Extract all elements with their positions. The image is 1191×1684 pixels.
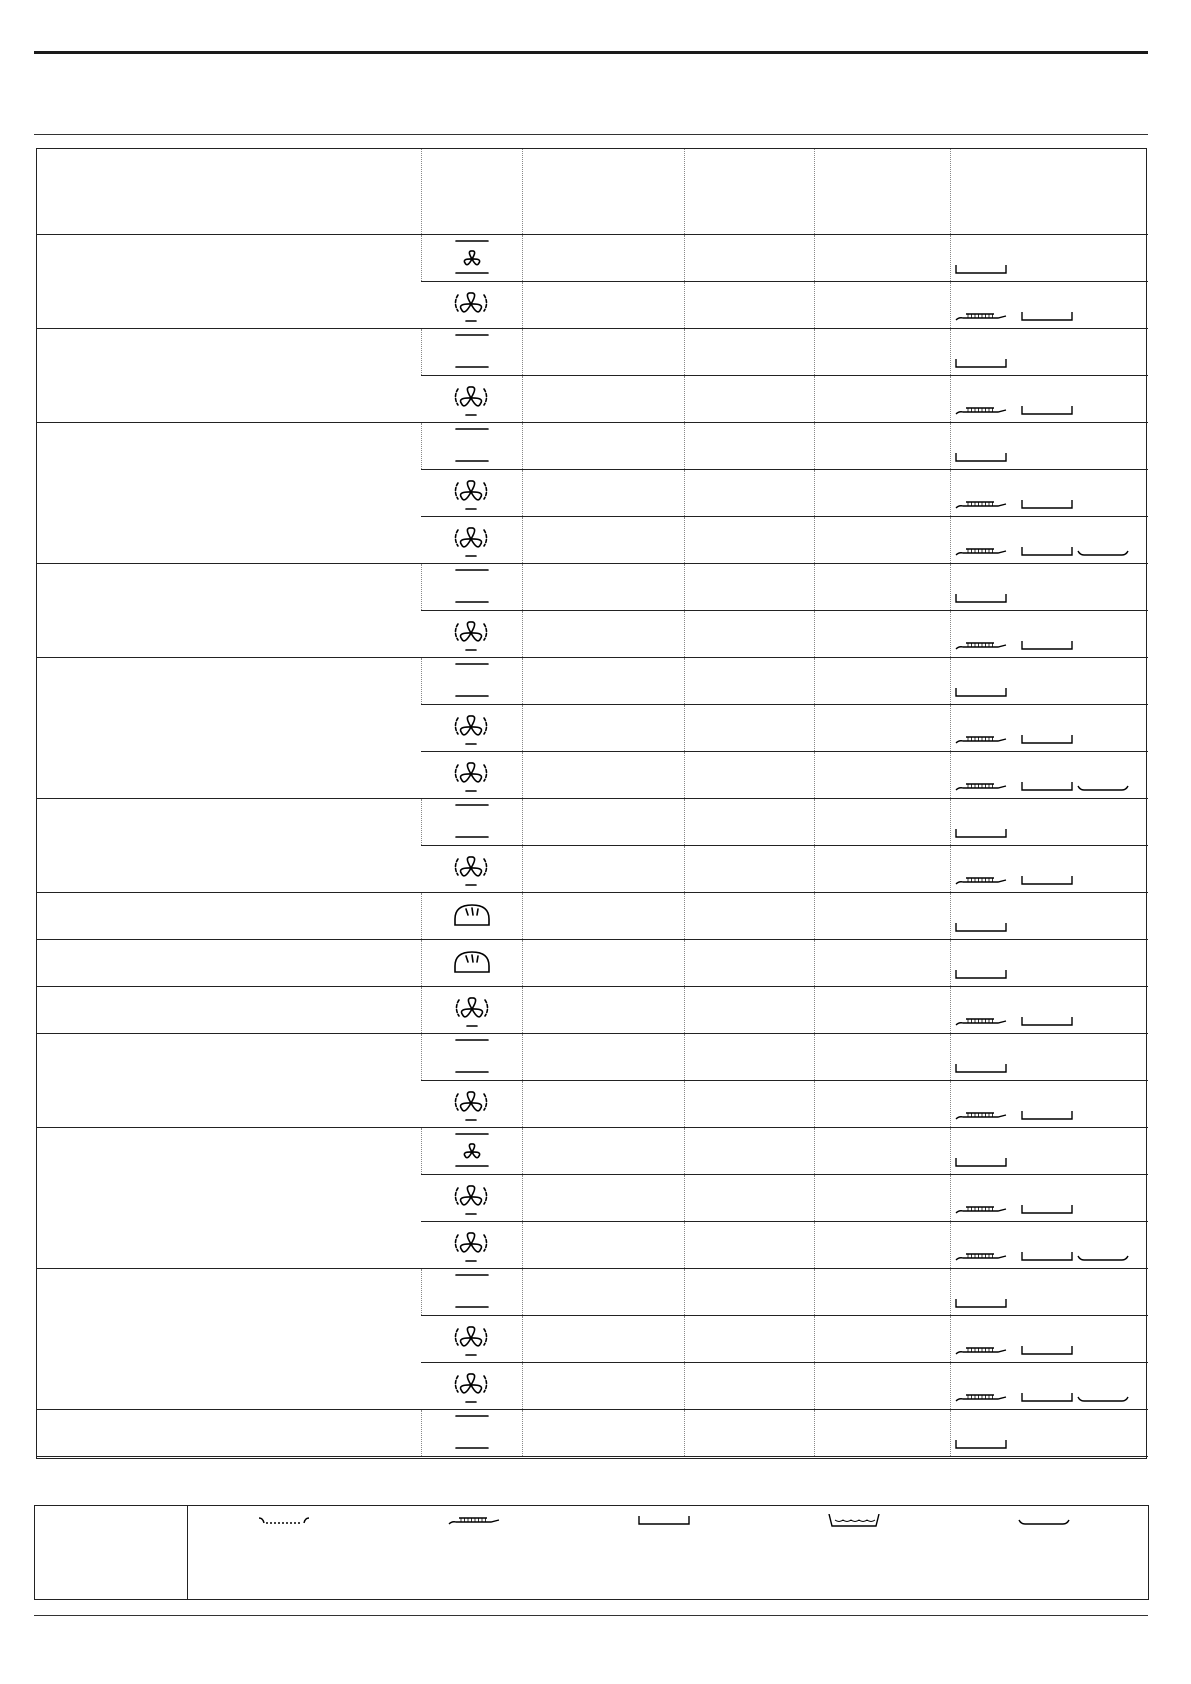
temp-cell [522,658,684,705]
hot-air-icon [451,1177,491,1217]
hot-air-icon [451,707,491,747]
accessory-cell [950,235,1148,282]
top-bottom-heat-icon [452,566,492,606]
accessory-icons [955,968,1145,982]
mode-cell [421,1222,522,1269]
level-cell [684,564,814,611]
temp-cell [522,1128,684,1175]
level-cell [684,329,814,376]
accessory-cell [950,329,1148,376]
temp-cell [522,1081,684,1128]
accessory-cell [950,376,1148,423]
table-row [36,329,1148,376]
level-cell [684,1128,814,1175]
baking-tray-icon [1022,1393,1072,1401]
accessory-cell [950,1363,1148,1410]
dish-cell [36,893,421,940]
temp-cell [522,1269,684,1316]
time-cell [814,1081,950,1128]
top-bottom-heat-icon [452,1412,492,1452]
table-row [36,1269,1148,1316]
time-cell [814,799,950,846]
accessory-cell [950,987,1148,1034]
accessory-icons [955,1297,1145,1311]
table-row [36,799,1148,846]
header-rule [34,134,1148,135]
dish-cell [36,564,421,658]
level-cell [684,423,814,470]
level-cell [684,1081,814,1128]
accessory-cell [950,470,1148,517]
mode-cell [421,423,522,470]
dish-cell [36,799,421,893]
time-cell [814,423,950,470]
baking-tray-icon [956,1299,1006,1307]
grid-shelf-icon [956,643,1006,649]
accessory-icons [955,310,1145,324]
accessory-icons [955,1203,1145,1217]
mode-cell [421,470,522,517]
top-bottom-heat-icon [452,1271,492,1311]
dish-cell [36,940,421,987]
accessory-icons [955,498,1145,512]
time-cell [814,235,950,282]
time-cell [814,470,950,517]
accessory-cell [950,705,1148,752]
accessory-cell [950,1128,1148,1175]
dish-cell [36,1269,421,1410]
level-cell [684,282,814,329]
time-cell [814,1128,950,1175]
accessory-cell [950,423,1148,470]
hot-air-icon [451,754,491,794]
top-rule [34,51,1148,54]
table-header-row [36,148,1148,235]
hot-air-icon [452,989,492,1029]
time-cell [814,564,950,611]
level-cell [684,846,814,893]
baking-tray-icon [956,1158,1006,1166]
grid-shelf-icon [445,1514,505,1530]
dish-cell [36,235,421,329]
table-row [36,1410,1148,1457]
accessory-icons [955,733,1145,747]
time-cell [814,329,950,376]
table-row [36,423,1148,470]
hot-air-icon [451,613,491,653]
level-cell [684,1410,814,1457]
dish-cell [36,423,421,564]
level-cell [684,611,814,658]
top-bottom-heat-icon [452,801,492,841]
hot-air-icon [451,848,491,888]
temp-cell [522,1316,684,1363]
shallow-tray-icon [1078,1256,1128,1260]
baking-tray-icon [956,1064,1006,1072]
grid-shelf-icon [956,1348,1006,1354]
time-cell [814,752,950,799]
grid-shelf-icon [956,1254,1006,1260]
mode-cell [421,987,522,1034]
baking-tray-icon [956,453,1006,461]
baking-tray-icon [956,923,1006,931]
baking-tray-icon [1022,1205,1072,1213]
accessory-cell [950,1222,1148,1269]
legend-label-cell [35,1506,188,1599]
mode-cell [421,705,522,752]
baking-tray-icon [1022,641,1072,649]
accessory-icons [955,1344,1145,1358]
hot-air-icon [451,1224,491,1264]
temp-cell [522,282,684,329]
bread-icon [452,895,492,935]
baking-tray-icon [956,970,1006,978]
header-temp-cell [522,148,684,235]
shallow-tray-icon [1015,1514,1075,1530]
mode-cell [421,846,522,893]
grid-shelf-icon [956,1395,1006,1401]
hot-air-icon [451,519,491,559]
temp-cell [522,1175,684,1222]
accessory-cell [950,893,1148,940]
mode-cell [421,611,522,658]
baking-tray-icon [635,1514,695,1530]
shallow-tray-icon [1078,786,1128,790]
time-cell [814,846,950,893]
temp-cell [522,846,684,893]
grid-shelf-icon [956,314,1006,320]
accessory-icons [955,263,1145,277]
temp-cell [522,940,684,987]
accessory-icons [955,874,1145,888]
accessory-cell [950,1410,1148,1457]
hot-air-icon [451,1083,491,1123]
top-bottom-fan-icon [452,237,492,277]
mode-cell [421,752,522,799]
temp-cell [522,705,684,752]
level-cell [684,799,814,846]
time-cell [814,987,950,1034]
time-cell [814,940,950,987]
accessory-icons [955,1391,1145,1405]
time-cell [814,1175,950,1222]
level-cell [684,658,814,705]
accessory-cell [950,846,1148,893]
mode-cell [421,940,522,987]
accessory-icons [955,592,1145,606]
hot-air-icon [451,378,491,418]
accessory-icons [955,1156,1145,1170]
accessory-icons [955,545,1145,559]
top-bottom-heat-icon [452,660,492,700]
time-cell [814,1363,950,1410]
accessory-icons [955,1109,1145,1123]
grid-shelf-icon [956,878,1006,884]
mode-cell [421,376,522,423]
baking-tray-icon [956,1440,1006,1448]
time-cell [814,658,950,705]
grid-shelf-icon [956,1113,1006,1119]
accessory-icons [955,451,1145,465]
table-row [36,1034,1148,1081]
temp-cell [522,564,684,611]
grid-shelf-icon [956,1207,1006,1213]
temp-cell [522,987,684,1034]
accessory-icons [955,1438,1145,1452]
bottom-rule [34,1615,1148,1616]
dish-cell [36,1410,421,1457]
accessory-legend [34,1505,1149,1600]
time-cell [814,376,950,423]
baking-tray-icon [956,688,1006,696]
mode-cell [421,329,522,376]
top-bottom-heat-icon [452,1036,492,1076]
top-bottom-heat-icon [452,331,492,371]
level-cell [684,705,814,752]
level-cell [684,1175,814,1222]
mode-cell [421,1316,522,1363]
accessory-icons [955,921,1145,935]
grid-shelf-icon [956,737,1006,743]
temp-cell [522,329,684,376]
accessory-icons [955,639,1145,653]
baking-tray-icon [1022,1111,1072,1119]
header-dish-cell [36,148,421,235]
level-cell [684,1269,814,1316]
level-cell [684,1316,814,1363]
baking-tray-icon [1022,406,1072,414]
dish-cell [36,658,421,799]
temp-cell [522,893,684,940]
mode-cell [421,658,522,705]
shallow-tray-icon [1078,1397,1128,1401]
baking-tray-icon [1022,735,1072,743]
grid-shelf-icon [956,549,1006,555]
accessory-icons [955,780,1145,794]
baking-tray-icon [1022,782,1072,790]
time-cell [814,517,950,564]
level-cell [684,987,814,1034]
accessory-cell [950,1034,1148,1081]
dish-cell [36,987,421,1034]
level-cell [684,752,814,799]
baking-tray-icon [1022,500,1072,508]
grid-shelf-icon [956,502,1006,508]
roasting-pan-icon [825,1514,885,1530]
temp-cell [522,799,684,846]
accessory-cell [950,282,1148,329]
grid-shelf-icon [956,784,1006,790]
level-cell [684,376,814,423]
temp-cell [522,376,684,423]
table-row [36,940,1148,987]
mode-cell [421,282,522,329]
dish-cell [36,1128,421,1269]
level-cell [684,517,814,564]
accessory-cell [950,1081,1148,1128]
level-cell [684,235,814,282]
mode-cell [421,1363,522,1410]
level-cell [684,1034,814,1081]
time-cell [814,1034,950,1081]
mode-cell [421,1175,522,1222]
accessory-cell [950,1316,1148,1363]
accessory-cell [950,940,1148,987]
top-bottom-fan-icon [452,1130,492,1170]
accessory-cell [950,799,1148,846]
time-cell [814,1410,950,1457]
accessory-icons [955,1015,1145,1029]
table-row [36,235,1148,282]
temp-cell [522,470,684,517]
accessory-cell [950,611,1148,658]
mode-cell [421,1128,522,1175]
temp-cell [522,1222,684,1269]
time-cell [814,1316,950,1363]
accessory-icons [955,404,1145,418]
baking-table [36,148,1148,1457]
header-time-cell [814,148,950,235]
time-cell [814,1269,950,1316]
hot-air-icon [451,1318,491,1358]
temp-cell [522,1410,684,1457]
mode-cell [421,1269,522,1316]
bread-icon [452,942,492,982]
mode-cell [421,799,522,846]
baking-tray-icon [1022,1346,1072,1354]
accessory-cell [950,752,1148,799]
time-cell [814,1222,950,1269]
time-cell [814,705,950,752]
top-bottom-heat-icon [452,425,492,465]
accessory-cell [950,658,1148,705]
table-row [36,658,1148,705]
temp-cell [522,1034,684,1081]
baking-tray-icon [1022,1252,1072,1260]
mode-cell [421,1034,522,1081]
mode-cell [421,1410,522,1457]
shallow-tray-icon [1078,551,1128,555]
level-cell [684,1363,814,1410]
accessory-cell [950,1175,1148,1222]
temp-cell [522,752,684,799]
dish-cell [36,329,421,423]
mode-cell [421,893,522,940]
accessory-icons [955,357,1145,371]
temp-cell [522,611,684,658]
header-mode-cell [421,148,522,235]
table-row [36,987,1148,1034]
mode-cell [421,235,522,282]
accessory-cell [950,564,1148,611]
accessory-icons [955,1062,1145,1076]
accessory-cell [950,1269,1148,1316]
baking-tray-icon [956,265,1006,273]
level-cell [684,1222,814,1269]
baking-tray-icon [1022,1017,1072,1025]
table-row [36,893,1148,940]
baking-tray-icon [956,829,1006,837]
baking-tray-icon [1022,312,1072,320]
mode-cell [421,564,522,611]
temp-cell [522,423,684,470]
grid-shelf-icon [956,408,1006,414]
dish-cell [36,1034,421,1128]
hot-air-icon [451,472,491,512]
time-cell [814,282,950,329]
grid-shelf-icon [956,1019,1006,1025]
temp-cell [522,517,684,564]
baking-tray-icon [1022,876,1072,884]
hot-air-icon [451,1365,491,1405]
level-cell [684,470,814,517]
wire-rack-icon [255,1514,315,1530]
time-cell [814,611,950,658]
temp-cell [522,235,684,282]
level-cell [684,893,814,940]
mode-cell [421,1081,522,1128]
temp-cell [522,1363,684,1410]
accessory-icons [955,1250,1145,1264]
level-cell [684,940,814,987]
hot-air-icon [451,284,491,324]
time-cell [814,893,950,940]
baking-tray-icon [1022,547,1072,555]
baking-tray-icon [956,594,1006,602]
header-accessory-cell [950,148,1148,235]
baking-tray-icon [956,359,1006,367]
accessory-icons [955,686,1145,700]
table-row [36,564,1148,611]
accessory-cell [950,517,1148,564]
table-row [36,1128,1148,1175]
accessory-icons [955,827,1145,841]
mode-cell [421,517,522,564]
header-level-cell [684,148,814,235]
